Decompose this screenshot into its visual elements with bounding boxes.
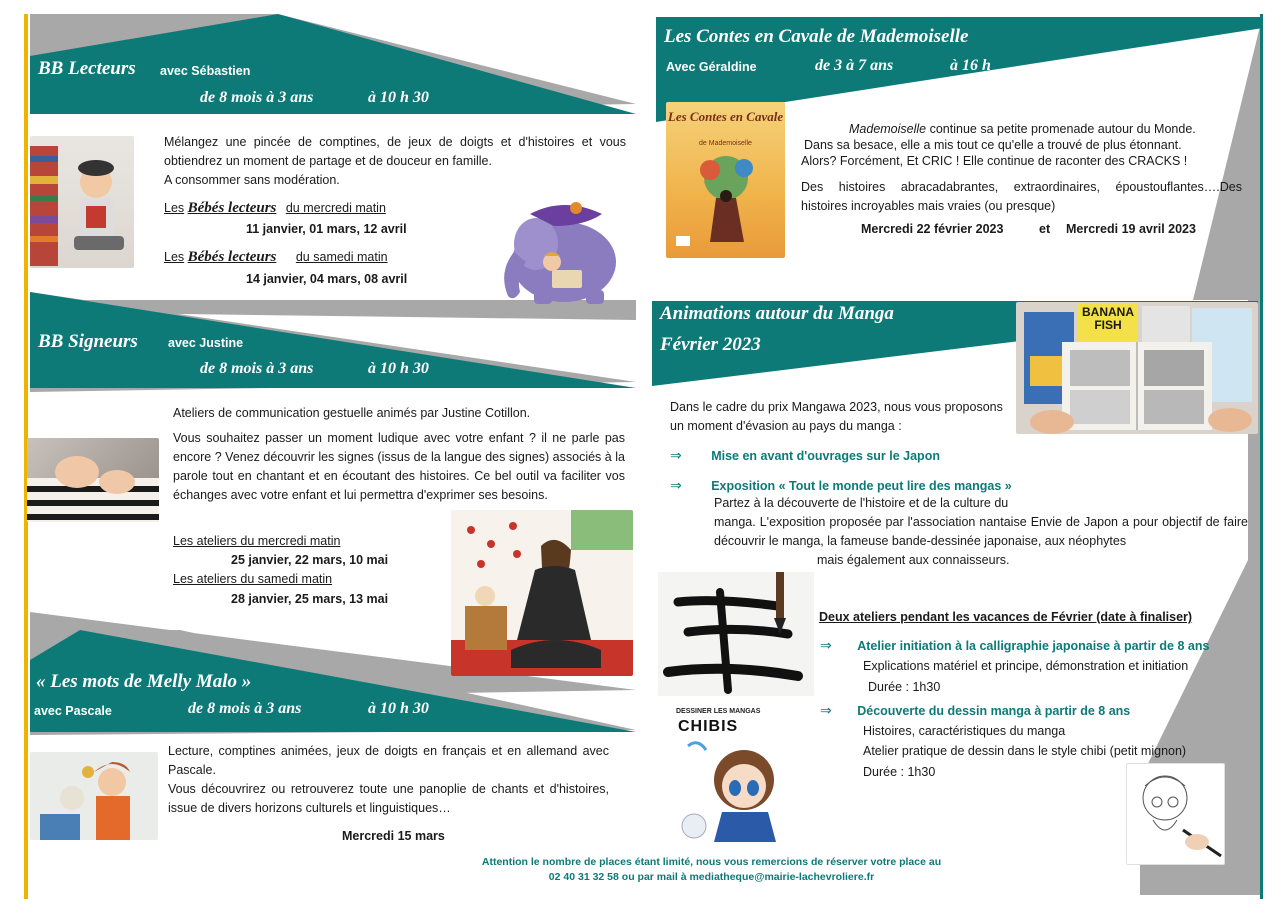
bb-lecteurs-sat-line xyxy=(164,248,388,267)
manga-subtitle: Février 2023 xyxy=(660,334,761,355)
footer-line-1: Attention le nombre de places étant limité, nous vous remercions de réserver votre place au xyxy=(481,856,942,868)
bb-lecteurs-age: de 8 mois à 3 ans xyxy=(200,89,314,106)
book-subtitle: de Mademoiselle xyxy=(699,140,752,147)
arrow-icon: ⇒ xyxy=(820,702,832,718)
workshop-2-line-1: Histoires, caractéristiques du manga xyxy=(863,724,1066,738)
bb-lecteurs-host: avec Sébastien xyxy=(160,64,251,78)
bb-signeurs-age: de 8 mois à 3 ans xyxy=(200,360,314,377)
contes-date-1: Mercredi 22 février 2023 xyxy=(861,222,1004,236)
contes-paragraph-1c: Alors? Forcément, Et CRIC ! Elle continue de raconter des CRACKS ! xyxy=(801,154,1188,168)
manga-item-2 xyxy=(670,476,1012,496)
book-title: Les Contes en Cavale xyxy=(667,109,784,124)
bb-signeurs-host: avec Justine xyxy=(168,336,244,350)
melly-malo-time: à 10 h 30 xyxy=(368,700,429,717)
contes-time: à 16 h xyxy=(950,57,991,74)
melly-malo-title: « Les mots de Melly Malo » xyxy=(36,671,252,692)
contes-book-cover xyxy=(666,102,785,258)
melly-malo-host: avec Pascale xyxy=(34,704,112,718)
bb-lecteurs-sat-dates: 14 janvier, 04 mars, 08 avril xyxy=(246,272,408,286)
bebes-lecteurs-name: Bébés lecteurs xyxy=(187,200,277,216)
manga-book-label: BANANA FISH xyxy=(1082,305,1134,332)
bb-lecteurs-description: Mélangez une pincée de comptines, de jeux de doigts et d'histoires et vous obtiendrez un moment de partage et de douceur en famille. xyxy=(164,135,626,168)
bb-signeurs-sat-dates: 28 janvier, 25 mars, 13 mai xyxy=(231,592,389,606)
bb-signeurs-time: à 10 h 30 xyxy=(368,360,429,377)
contes-paragraph-1b: Dans sa besace, elle a mis tout ce qu'elle a trouvé de plus étonnant. xyxy=(804,138,1182,152)
manga-books-photo xyxy=(1016,302,1258,434)
manga-exhibit-text-1: Partez à la découverte de l'histoire et de la culture du xyxy=(714,496,1009,510)
bb-signeurs-title: BB Signeurs xyxy=(38,331,138,352)
bb-lecteurs-wed-dates: 11 janvier, 01 mars, 12 avril xyxy=(246,222,407,236)
les-label: Les xyxy=(164,250,185,264)
workshop-1-line-1: Explications matériel et principe, démonstration et initiation xyxy=(863,659,1189,673)
arrow-icon: ⇒ xyxy=(820,637,832,653)
child-books-photo xyxy=(30,136,134,268)
arrow-icon: ⇒ xyxy=(670,447,682,463)
bb-lecteurs-sat-suffix: du samedi matin xyxy=(295,250,388,264)
chibi-book-cover xyxy=(672,706,798,842)
manga-exhibit-text-3: mais également aux connaisseurs. xyxy=(817,553,1010,567)
chibi-cover-top: DESSINER LES MANGAS xyxy=(676,708,761,715)
bb-lecteurs-wed-line xyxy=(164,199,386,218)
baby-signing-photo xyxy=(27,438,159,522)
bb-signeurs-wed-dates: 25 janvier, 22 mars, 10 mai xyxy=(231,553,389,567)
manga-exhibit-text-2: manga. L'exposition proposée par l'association nantaise Envie de Japon a pour objectif de faire découvrir le manga, la fameuse bande-dessinée japonaise, aux néophytes xyxy=(714,515,1248,548)
mademoiselle-name: Mademoiselle xyxy=(849,122,927,136)
contes-date-2: Mercredi 19 avril 2023 xyxy=(1066,222,1196,236)
manga-sketch-drawing xyxy=(1126,763,1225,865)
bb-lecteurs-time: à 10 h 30 xyxy=(368,89,429,106)
arrow-icon: ⇒ xyxy=(670,477,682,493)
bb-signeurs-wed-label: Les ateliers du mercredi matin xyxy=(173,534,341,548)
workshop-2-line-2: Atelier pratique de dessin dans le style chibi (petit mignon) xyxy=(863,744,1187,758)
workshop-2 xyxy=(820,701,1130,721)
les-label: Les xyxy=(164,201,185,215)
contes-p1-rest: continue sa petite promenade autour du Monde. xyxy=(926,122,1196,136)
contes-title: Les Contes en Cavale de Mademoiselle xyxy=(664,26,969,47)
chibi-cover-title: CHIBIS xyxy=(678,718,739,735)
bebes-lecteurs-name: Bébés lecteurs xyxy=(187,249,277,265)
workshop-1-title: Atelier initiation à la calligraphie japonaise à partir de 8 ans xyxy=(857,639,1210,653)
manga-item-1-label: Mise en avant d'ouvrages sur le Japon xyxy=(711,449,940,463)
manga-item-1 xyxy=(670,446,940,466)
signing-workshop-photo xyxy=(451,510,633,676)
contes-age: de 3 à 7 ans xyxy=(815,57,894,74)
workshop-1-duration: Durée : 1h30 xyxy=(868,680,941,694)
workshop-1 xyxy=(820,636,1209,656)
workshop-2-title: Découverte du dessin manga à partir de 8 ans xyxy=(857,704,1131,718)
bb-signeurs-sat-label: Les ateliers du samedi matin xyxy=(173,572,333,586)
bb-lecteurs-title: BB Lecteurs xyxy=(38,58,136,79)
melly-malo-description: Vous découvrirez ou retrouverez toute une panoplie de chants et d'histoires, issue de divers horizons culturels et linguistiques… xyxy=(168,782,609,815)
melly-malo-date: Mercredi 15 mars xyxy=(342,829,445,843)
contes-and: et xyxy=(1039,222,1051,236)
contes-host: Avec Géraldine xyxy=(666,60,757,74)
contes-paragraph-2: Des histoires abracadabrantes, extraordinaires, époustouflantes….Des histoires incroyables mais vraies (ou presque) xyxy=(801,180,1242,213)
calligraphy-photo xyxy=(658,572,814,696)
manga-item-2-label: Exposition « Tout le monde peut lire des mangas » xyxy=(711,479,1012,493)
manga-title: Animations autour du Manga xyxy=(660,303,894,324)
melly-malo-intro: Lecture, comptines animées, jeux de doigts en français et en allemand avec Pascale. xyxy=(168,744,609,777)
manga-intro: Dans le cadre du prix Mangawa 2023, nous vous proposons un moment d'évasion au pays du manga : xyxy=(670,400,1003,433)
bb-signeurs-intro: Ateliers de communication gestuelle animés par Justine Cotillon. xyxy=(173,406,531,420)
workshop-2-duration: Durée : 1h30 xyxy=(863,765,936,779)
footer-line-2: 02 40 31 32 58 ou par mail à mediatheque@mairie-lachevroliere.fr xyxy=(548,871,875,883)
melly-malo-age: de 8 mois à 3 ans xyxy=(188,700,302,717)
storyteller-photo xyxy=(30,752,158,840)
workshops-title: Deux ateliers pendant les vacances de Février (date à finaliser) xyxy=(819,610,1193,624)
bb-signeurs-description: Vous souhaitez passer un moment ludique avec votre enfant ? il ne parle pas encore ? Venez découvrir les signes (issus de la langue des signes) associés à la parole tout en chantant et en écoutant des histoires. Ce bel outil va faciliter vos échanges avec votre enfant et lui permettra d'exprimer ses besoins. xyxy=(173,431,625,502)
bb-lecteurs-description-2: A consommer sans modération. xyxy=(164,173,340,187)
bb-lecteurs-wed-suffix: du mercredi matin xyxy=(285,201,386,215)
elephant-reading-illustration xyxy=(494,192,626,310)
